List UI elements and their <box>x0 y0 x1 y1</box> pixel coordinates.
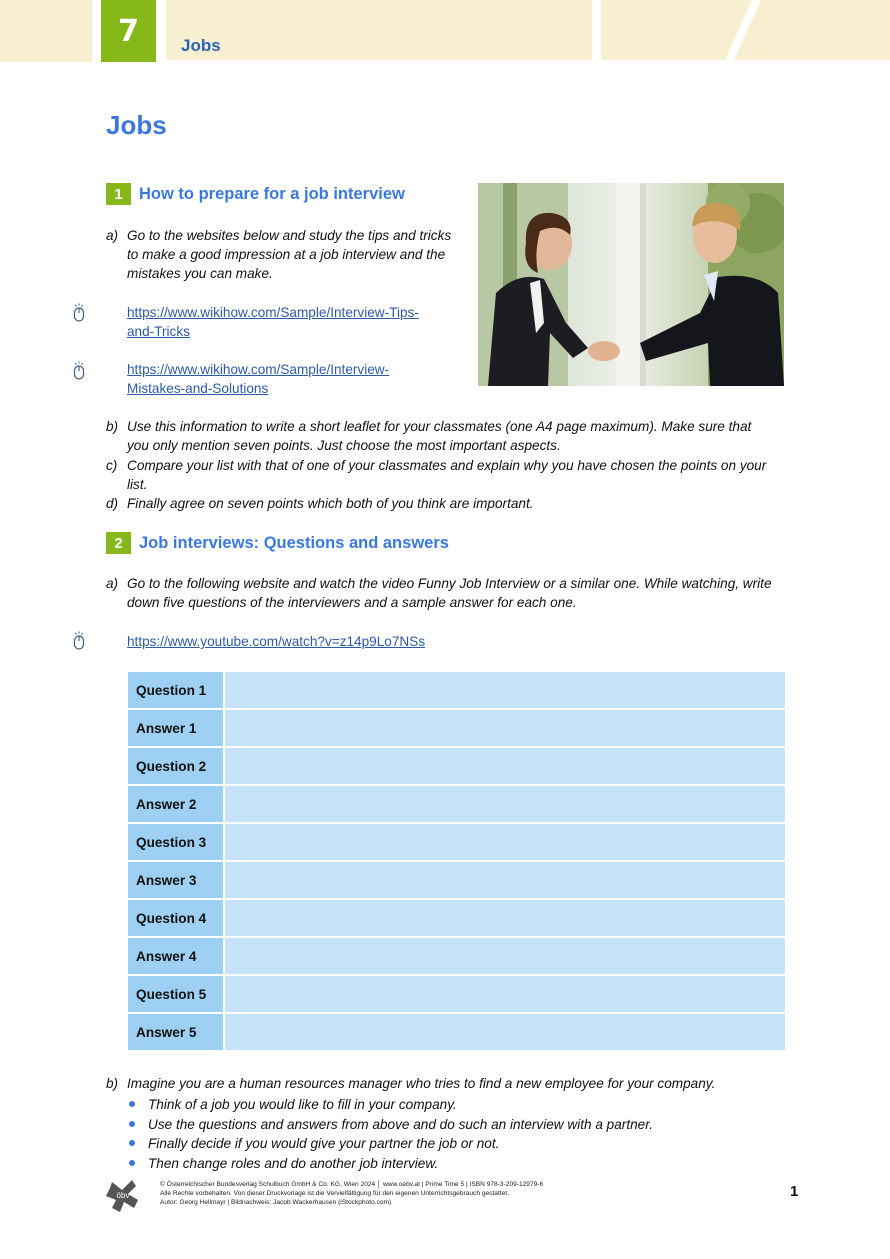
row-label: Question 3 <box>128 824 225 860</box>
row-label: Answer 4 <box>128 938 225 974</box>
chapter-title: Jobs <box>181 36 221 55</box>
table-row <box>128 862 785 898</box>
chapter-number-badge: 7 <box>101 0 156 62</box>
table-row <box>128 900 785 936</box>
bullet-dot-icon <box>129 1101 135 1107</box>
answer-cell[interactable] <box>225 1014 785 1050</box>
table-row <box>128 1014 785 1050</box>
bullet-dot-icon <box>129 1140 135 1146</box>
item-text-line: list. <box>127 477 148 492</box>
item-label: c) <box>106 458 118 473</box>
bullet-item <box>148 1154 788 1173</box>
section1-number: 1 <box>106 183 131 205</box>
link-text-line[interactable]: and-Tricks <box>127 324 190 339</box>
section1-item-d <box>106 494 797 513</box>
section1-item-c <box>106 456 797 494</box>
publisher-logo-icon <box>106 1178 140 1214</box>
answer-cell[interactable] <box>225 900 785 936</box>
answer-cell[interactable] <box>225 672 785 708</box>
answer-cell[interactable] <box>225 786 785 822</box>
section2-number: 2 <box>106 532 131 554</box>
item-text-line: Go to the websites below and study the tips and tricks <box>127 228 452 243</box>
section1-title: How to prepare for a job interview <box>139 185 405 203</box>
table-row <box>128 748 785 784</box>
row-label: Question 2 <box>128 748 225 784</box>
bullet-text: Then change roles and do another job interview. <box>148 1156 439 1171</box>
link-interview-tips[interactable] <box>127 303 419 341</box>
bullet-item <box>148 1134 788 1153</box>
handshake-photo <box>478 183 784 386</box>
mouse-icon <box>72 303 86 323</box>
answer-cell[interactable] <box>225 862 785 898</box>
table-row <box>128 976 785 1012</box>
bullet-text: Use the questions and answers from above and do such an interview with a partner. <box>148 1117 654 1132</box>
section1-item-b <box>106 417 797 455</box>
table-row <box>128 938 785 974</box>
bullet-dot-icon <box>129 1121 135 1127</box>
table-row <box>128 824 785 860</box>
item-label: b) <box>106 419 119 434</box>
mouse-icon <box>72 631 86 651</box>
table-row <box>128 786 785 822</box>
row-label: Question 5 <box>128 976 225 1012</box>
item-text-line: Imagine you are a human resources manager who tries to find a new employee for your company. <box>127 1076 716 1091</box>
answer-cell[interactable] <box>225 938 785 974</box>
logo-text: öbv <box>116 1191 130 1200</box>
answer-cell[interactable] <box>225 824 785 860</box>
answer-cell[interactable] <box>225 748 785 784</box>
link-interview-mistakes[interactable] <box>127 360 389 398</box>
item-text-line: Finally agree on seven points which both of you think are important. <box>127 496 534 511</box>
section2-title: Job interviews: Questions and answers <box>139 534 449 552</box>
bullet-item <box>148 1095 788 1114</box>
footer-copyright <box>160 1180 543 1207</box>
row-label: Answer 1 <box>128 710 225 746</box>
bullet-text: Finally decide if you would give your partner the job or not. <box>148 1136 500 1151</box>
item-text-line: mistakes you can make. <box>127 266 273 281</box>
footer-line: Alle Rechte vorbehalten. Von dieser Druckvorlage ist die Vervielfältigung für den eigenen Unterrichtsgebrauch gestattet. <box>160 1190 509 1197</box>
section2-item-b <box>106 1074 797 1093</box>
row-label: Question 1 <box>128 672 225 708</box>
bullet-item <box>148 1115 788 1134</box>
bullet-dot-icon <box>129 1160 135 1166</box>
row-label: Question 4 <box>128 900 225 936</box>
row-label: Answer 5 <box>128 1014 225 1050</box>
footer-line: Autor: Georg Hellmayr | Bildnachweis: Jacob Wackerhausen (iStockphoto.com) <box>160 1199 392 1206</box>
link-text-line[interactable]: https://www.wikihow.com/Sample/Interview-Tips- <box>127 305 419 320</box>
footer-line: © Österreichischer Bundesverlag Schulbuch GmbH & Co. KG, Wien 2024 │ www.oebv.at | Prime Time 5 | ISBN 978-3-209-12979-6 <box>160 1181 544 1188</box>
item-label: d) <box>106 496 119 511</box>
section1-item-a <box>106 226 467 283</box>
page-title: Jobs <box>106 110 167 140</box>
bullet-text: Think of a job you would like to fill in your company. <box>148 1097 457 1112</box>
item-text-line: down five questions of the interviewers and a sample answer for each one. <box>127 595 577 610</box>
link-text-line[interactable]: Mistakes-and-Solutions <box>127 381 269 396</box>
item-label: a) <box>106 228 119 243</box>
link-text-line[interactable]: https://www.wikihow.com/Sample/Interview- <box>127 362 390 377</box>
section2-item-a <box>106 574 802 612</box>
item-text-line: you only mention seven points. Just choose the most important aspects. <box>127 438 561 453</box>
row-label: Answer 2 <box>128 786 225 822</box>
link-youtube-video[interactable]: https://www.youtube.com/watch?v=z14p9Lo7NSs <box>127 634 426 649</box>
item-text-line: Go to the following website and watch the video Funny Job Interview or a similar one. While watching, write <box>127 576 772 591</box>
item-text-line: Compare your list with that of one of your classmates and explain why you have chosen the points on your <box>127 458 767 473</box>
qa-table <box>128 670 785 1052</box>
item-label: b) <box>106 1076 119 1091</box>
item-text-line: to make a good impression at a job interview and the <box>127 247 446 262</box>
page-number: 1 <box>790 1183 799 1200</box>
mouse-icon <box>72 361 86 381</box>
table-row <box>128 672 785 708</box>
row-label: Answer 3 <box>128 862 225 898</box>
answer-cell[interactable] <box>225 976 785 1012</box>
answer-cell[interactable] <box>225 710 785 746</box>
table-row <box>128 710 785 746</box>
item-label: a) <box>106 576 119 591</box>
item-text-line: Use this information to write a short leaflet for your classmates (one A4 page maximum). Make sure that <box>127 419 752 434</box>
